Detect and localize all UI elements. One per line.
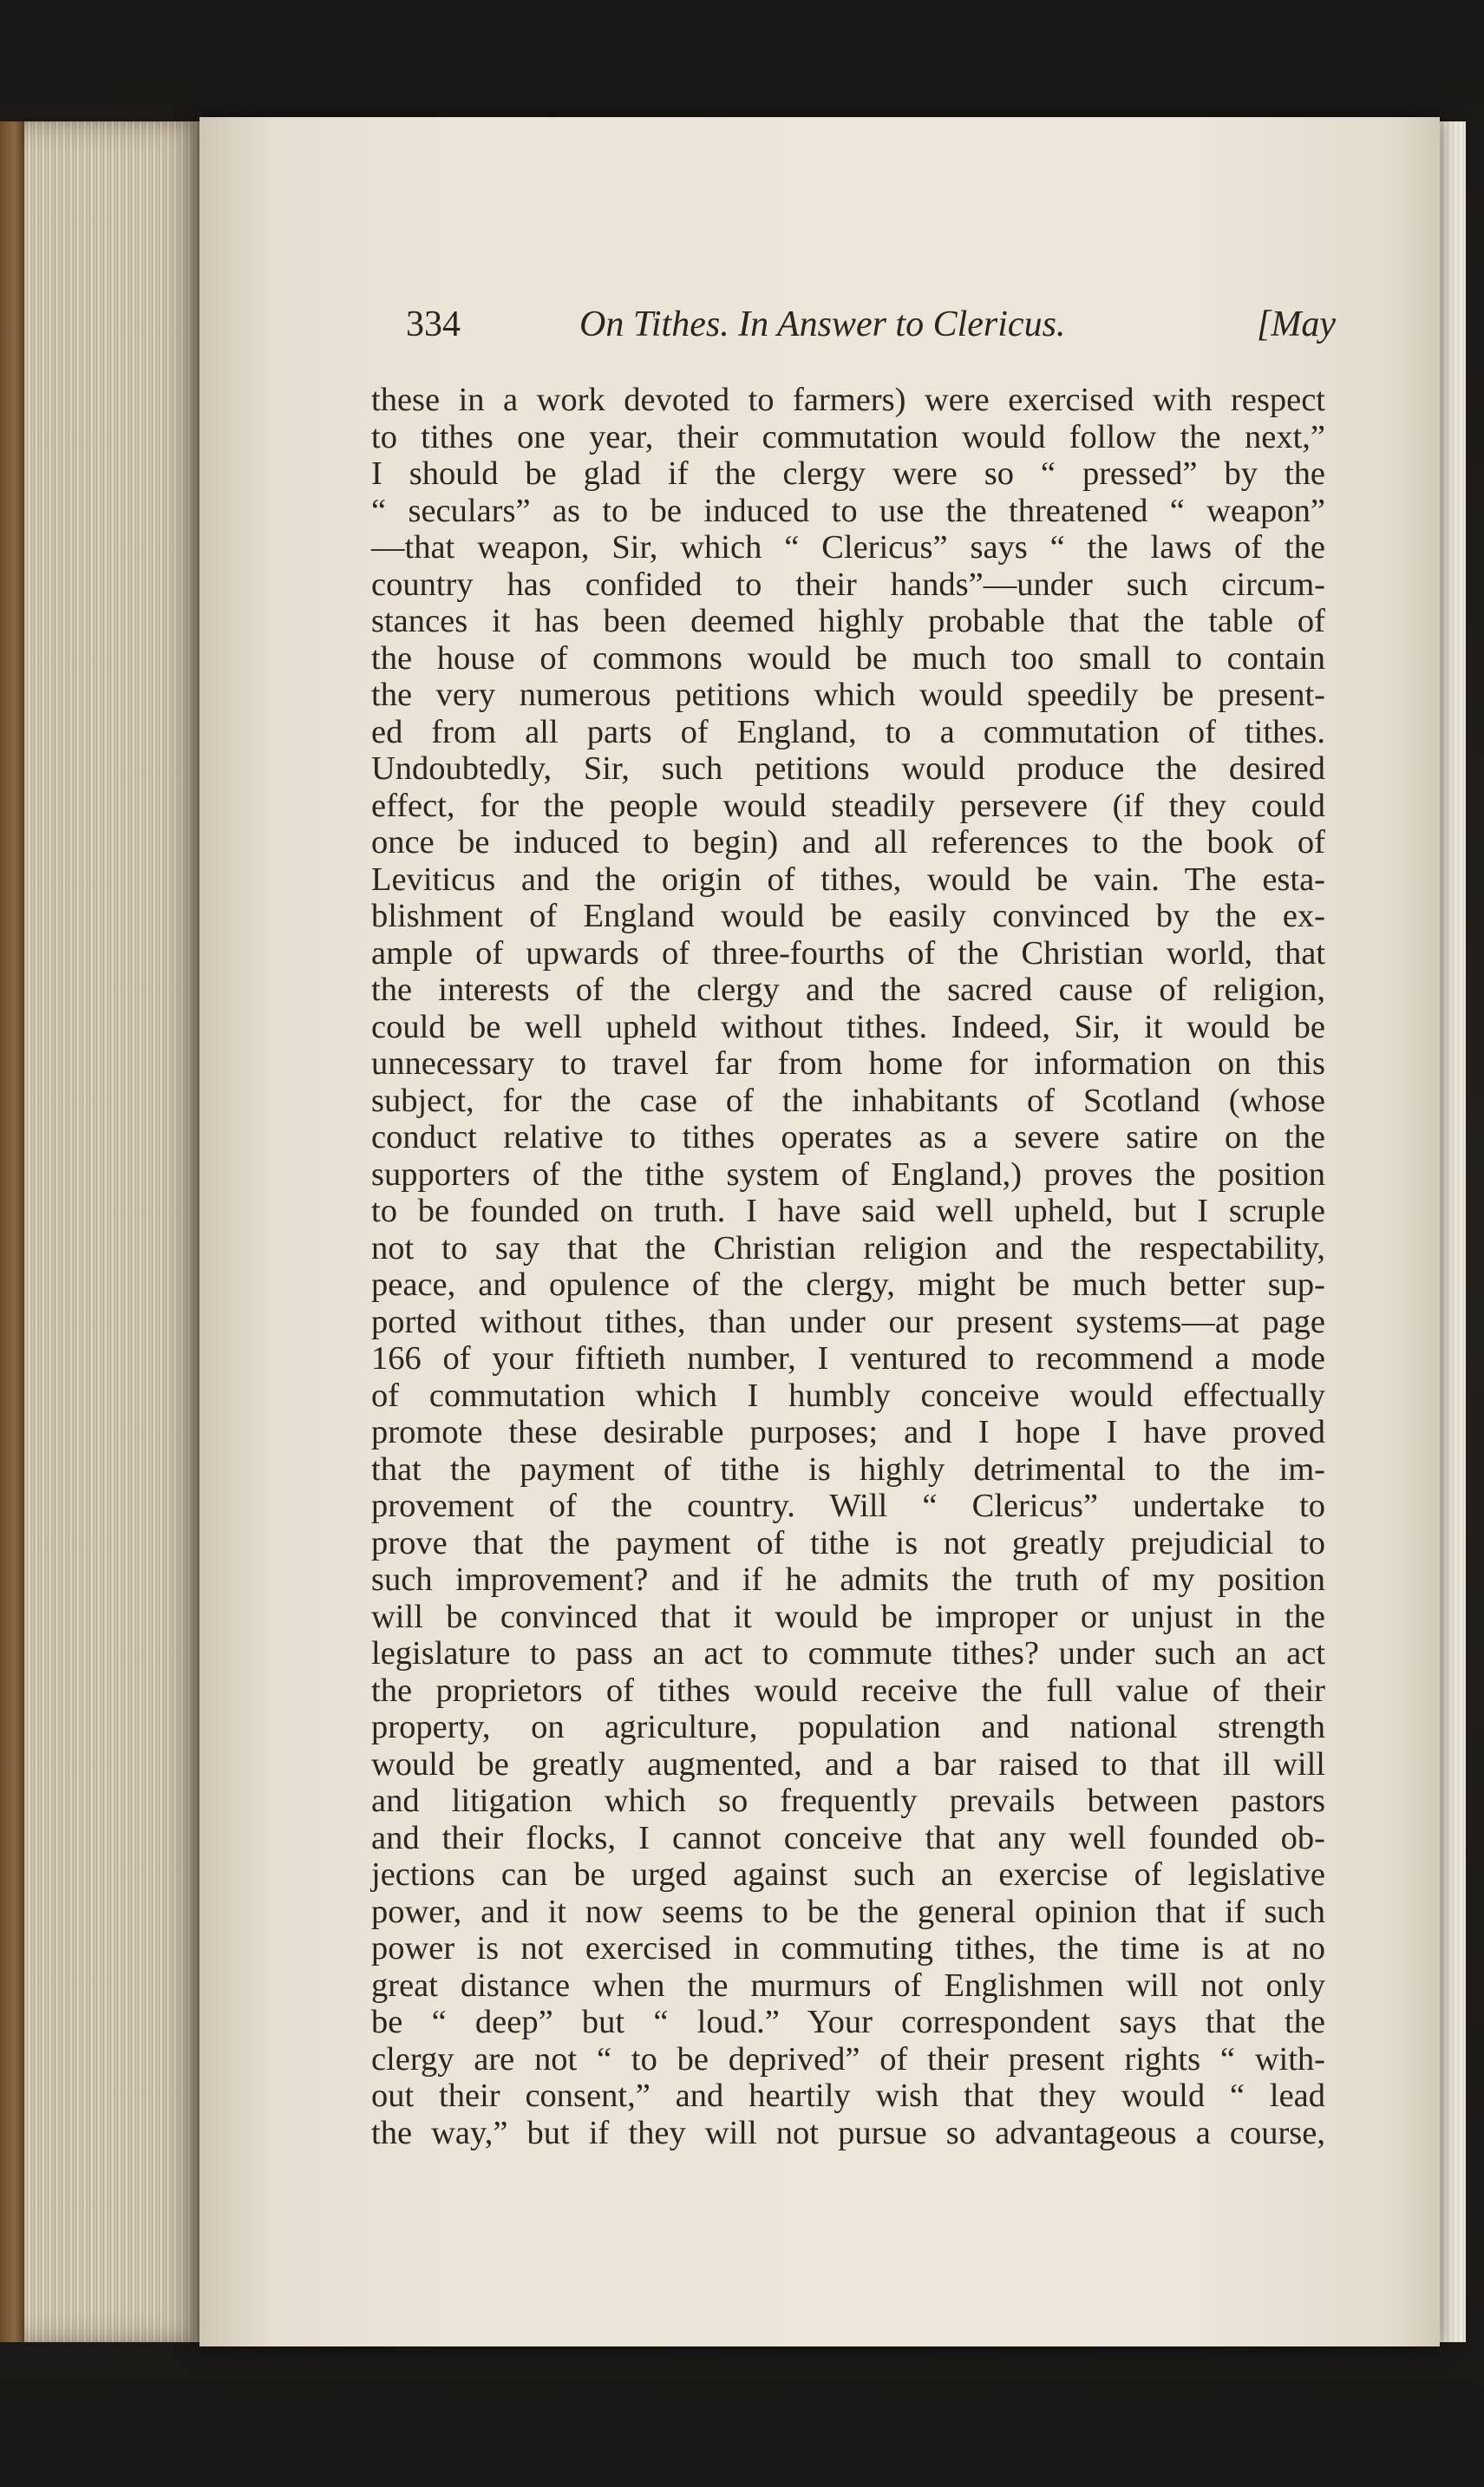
text-line: ample of upwards of three-fourths of the Christian world, that: [371, 934, 1325, 972]
text-line: I should be glad if the clergy were so “ pressed” by the: [371, 455, 1325, 492]
text-line: that the payment of tithe is highly detrimental to the im-: [371, 1450, 1325, 1488]
text-line: the interests of the clergy and the sacred cause of religion,: [371, 972, 1325, 1008]
header-month: [May: [1257, 304, 1336, 344]
text-line: out their consent,” and heartily wish that they would “ lead: [371, 2078, 1325, 2114]
text-line: legislature to pass an act to commute tithes? under such an act: [371, 1635, 1325, 1672]
text-line: to be founded on truth. I have said well upheld, but I scruple: [371, 1193, 1325, 1229]
text-line: to tithes one year, their commutation would follow the next,”: [371, 418, 1325, 455]
text-line: will be convinced that it would be improper or unjust in the: [371, 1598, 1325, 1635]
body-text: [371, 382, 1325, 2151]
text-line: could be well upheld without tithes. Indeed, Sir, it would be: [371, 1008, 1325, 1045]
running-header: [406, 304, 1336, 356]
text-line: provement of the country. Will “ Clericus” undertake to: [371, 1488, 1325, 1524]
text-line: the way,” but if they will not pursue so advantageous a course,: [371, 2114, 1325, 2151]
text-line: property, on agriculture, population and national strength: [371, 1709, 1325, 1745]
text-line: once be induced to begin) and all references to the book of: [371, 824, 1325, 861]
text-line: the house of commons would be much too small to contain: [371, 639, 1325, 677]
text-line: these in a work devoted to farmers) were exercised with respect: [371, 382, 1325, 418]
text-line: ported without tithes, than under our present systems—at page: [371, 1303, 1325, 1340]
text-line: such improvement? and if he admits the truth of my position: [371, 1561, 1325, 1598]
text-line: would be greatly augmented, and a bar raised to that ill will: [371, 1745, 1325, 1783]
text-line: stances it has been deemed highly probable that the table of: [371, 603, 1325, 639]
text-line: conduct relative to tithes operates as a severe satire on the: [371, 1119, 1325, 1155]
text-line: country has confided to their hands”—under such circum-: [371, 566, 1325, 603]
text-line: and their flocks, I cannot conceive that any well founded ob-: [371, 1819, 1325, 1856]
text-line: clergy are not “ to be deprived” of their present rights “ with-: [371, 2040, 1325, 2078]
text-line: of commutation which I humbly conceive would effectually: [371, 1377, 1325, 1414]
text-line: power is not exercised in commuting tithes, the time is at no: [371, 1930, 1325, 1967]
running-title: On Tithes. In Answer to Clericus.: [579, 304, 1066, 344]
text-line: the very numerous petitions which would speedily be present-: [371, 677, 1325, 713]
page-stack-edge: [0, 121, 204, 2342]
text-line: promote these desirable purposes; and I hope I have proved: [371, 1414, 1325, 1450]
text-line: Undoubtedly, Sir, such petitions would produce the desired: [371, 750, 1325, 787]
text-line: the proprietors of tithes would receive the full value of their: [371, 1672, 1325, 1709]
text-line: jections can be urged against such an exercise of legislative: [371, 1856, 1325, 1893]
text-line: ed from all parts of England, to a commutation of tithes.: [371, 713, 1325, 750]
text-line: 166 of your fiftieth number, I ventured to recommend a mode: [371, 1340, 1325, 1377]
text-line: subject, for the case of the inhabitants of Scotland (whose: [371, 1082, 1325, 1119]
text-line: prove that the payment of tithe is not greatly prejudicial to: [371, 1524, 1325, 1561]
text-line: and litigation which so frequently prevails between pastors: [371, 1783, 1325, 1819]
text-line: be “ deep” but “ loud.” Your correspondent says that the: [371, 2004, 1325, 2040]
text-line: “ seculars” as to be induced to use the threatened “ weapon”: [371, 492, 1325, 529]
text-line: power, and it now seems to be the general opinion that if such: [371, 1893, 1325, 1930]
text-line: unnecessary to travel far from home for information on this: [371, 1045, 1325, 1082]
text-line: effect, for the people would steadily persevere (if they could: [371, 787, 1325, 824]
text-line: blishment of England would be easily convinced by the ex-: [371, 898, 1325, 934]
text-line: great distance when the murmurs of Englishmen will not only: [371, 1967, 1325, 2004]
text-line: supporters of the tithe system of England,) proves the position: [371, 1155, 1325, 1193]
text-line: —that weapon, Sir, which “ Clericus” says “ the laws of the: [371, 529, 1325, 566]
binding-edge: [0, 121, 24, 2342]
text-line: not to say that the Christian religion and the respectability,: [371, 1229, 1325, 1266]
text-line: Leviticus and the origin of tithes, would be vain. The esta-: [371, 861, 1325, 898]
page-number: 334: [406, 304, 461, 344]
text-line: peace, and opulence of the clergy, might be much better sup-: [371, 1266, 1325, 1303]
